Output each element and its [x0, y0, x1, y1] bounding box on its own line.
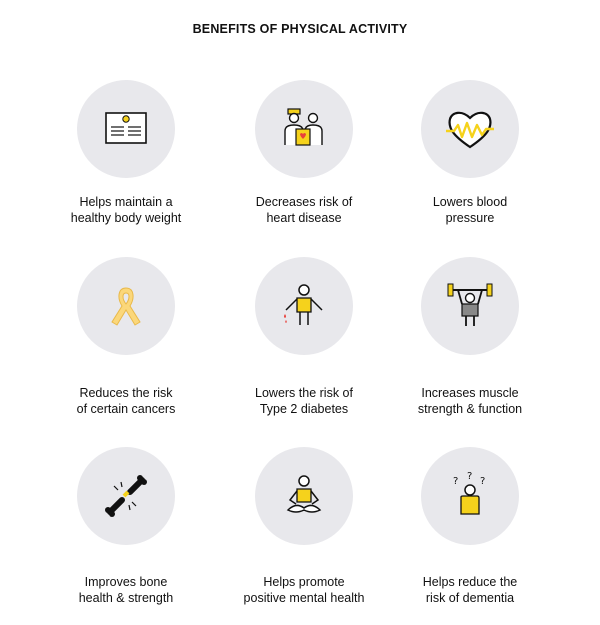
benefit-card-dementia — [375, 447, 565, 605]
meditation-icon — [276, 468, 332, 524]
benefit-label: Lowers the risk of Type 2 diabetes — [255, 386, 353, 416]
benefit-label: Helps reduce the risk of dementia — [422, 575, 518, 605]
weightlifter-icon — [442, 278, 498, 334]
benefit-card-blood-pressure — [375, 80, 565, 225]
benefit-label: Decreases risk of heart disease — [255, 195, 353, 225]
benefit-card-heart-disease — [209, 80, 399, 225]
icon-circle — [421, 447, 519, 545]
cancer-ribbon-icon — [98, 278, 154, 334]
person-blood-drop-icon — [276, 278, 332, 334]
benefit-label: Lowers blood pressure — [432, 195, 508, 225]
benefit-label: Reduces the risk of certain cancers — [76, 386, 176, 416]
icon-circle — [421, 80, 519, 178]
benefit-card-muscle — [375, 257, 565, 416]
icon-circle — [255, 447, 353, 545]
scale-chart-icon — [98, 101, 154, 157]
svg-text:?: ? — [453, 476, 459, 487]
benefit-card-mental-health — [209, 447, 399, 605]
svg-text:?: ? — [467, 471, 473, 482]
icon-circle — [77, 257, 175, 355]
svg-text:?: ? — [480, 476, 486, 487]
benefit-card-cancer — [31, 257, 221, 416]
page-title: BENEFITS OF PHYSICAL ACTIVITY — [192, 22, 408, 36]
icon-circle — [255, 257, 353, 355]
icon-circle — [255, 80, 353, 178]
benefit-label: Helps promote positive mental health — [243, 575, 365, 605]
benefit-label: Helps maintain a healthy body weight — [70, 195, 182, 225]
icon-circle — [77, 447, 175, 545]
icon-circle — [77, 80, 175, 178]
benefit-label: Increases muscle strength & function — [417, 386, 523, 416]
icon-circle — [421, 257, 519, 355]
broken-bone-icon — [98, 468, 154, 524]
benefit-card-body-weight — [31, 80, 221, 225]
heart-pulse-icon — [442, 101, 498, 157]
benefit-card-bone — [31, 447, 221, 605]
doctor-patient-icon — [276, 101, 332, 157]
benefit-card-diabetes — [209, 257, 399, 416]
benefit-label: Improves bone health & strength — [78, 575, 174, 605]
confused-person-icon — [442, 468, 498, 524]
